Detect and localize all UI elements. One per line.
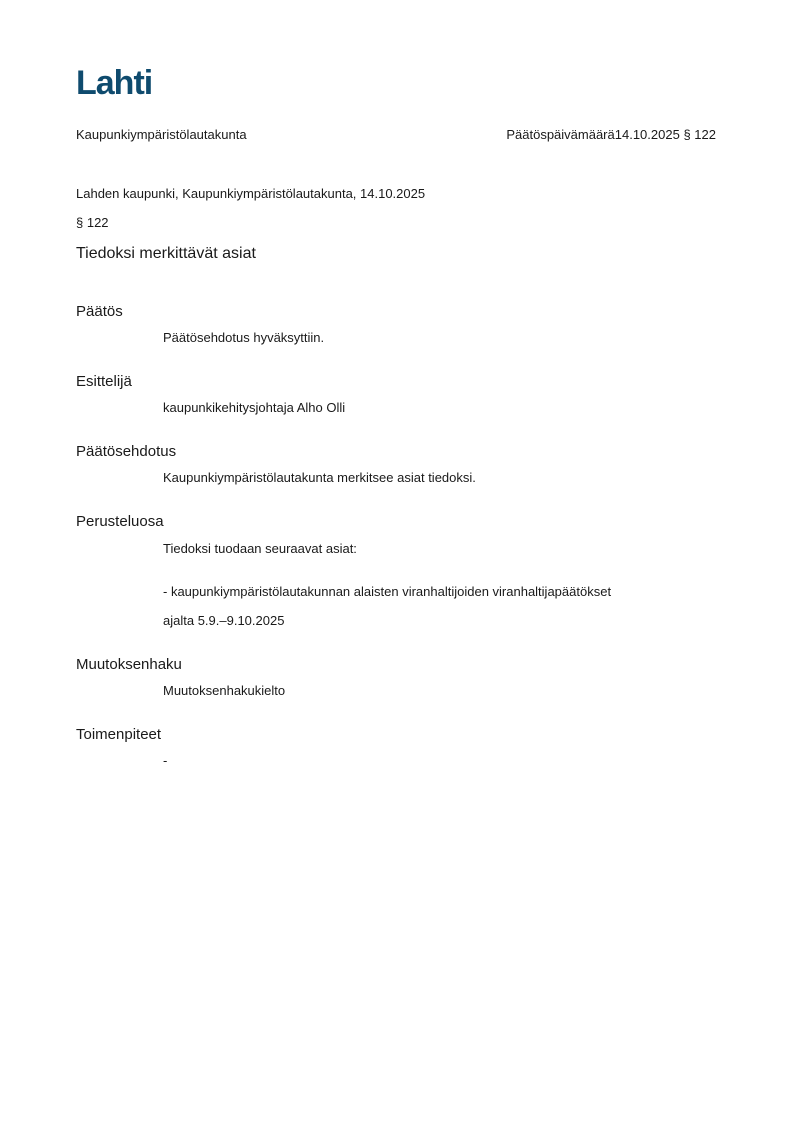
section-text-esittelija: kaupunkikehitysjohtaja Alho Olli [163,400,346,415]
header-decision-info [506,127,716,142]
section-heading-esittelija: Esittelijä [76,373,132,390]
section-heading-paatosehdotus: Päätösehdotus [76,443,177,460]
page-title: Tiedoksi merkittävät asiat [76,245,256,262]
section-heading-muutoksenhaku: Muutoksenhaku [76,656,182,673]
header-decision-date-label: Päätöspäivämäärä [506,127,615,142]
section-text-muutoksenhaku: Muutoksenhakukielto [163,683,286,698]
meeting-paragraph: § 122 [76,215,109,230]
section-heading-perusteluosa: Perusteluosa [76,513,164,530]
header-decision-date: 14.10.2025 [614,127,680,142]
section-text-toimenpiteet: - [163,753,168,768]
section-text-paatos: Päätösehdotus hyväksyttiin. [163,330,325,345]
section-text-perusteluosa-item-cont: ajalta 5.9.–9.10.2025 [163,613,285,628]
logo-text: Lahti [76,66,153,98]
section-text-paatosehdotus: Kaupunkiympäristölautakunta merkitsee asiat tiedoksi. [163,470,476,485]
meeting-line: Lahden kaupunki, Kaupunkiympäristölautakunta, 14.10.2025 [76,186,426,201]
section-heading-toimenpiteet: Toimenpiteet [76,726,162,743]
section-text-perusteluosa-item: - kaupunkiympäristölautakunnan alaisten viranhaltijoiden viranhaltijapäätökset [163,584,612,599]
header-committee: Kaupunkiympäristölautakunta [76,127,247,142]
section-heading-paatos: Päätös [76,303,123,320]
lahti-logo [76,66,168,97]
header-paragraph: § 122 [683,127,716,142]
section-text-perusteluosa-intro: Tiedoksi tuodaan seuraavat asiat: [163,541,357,556]
